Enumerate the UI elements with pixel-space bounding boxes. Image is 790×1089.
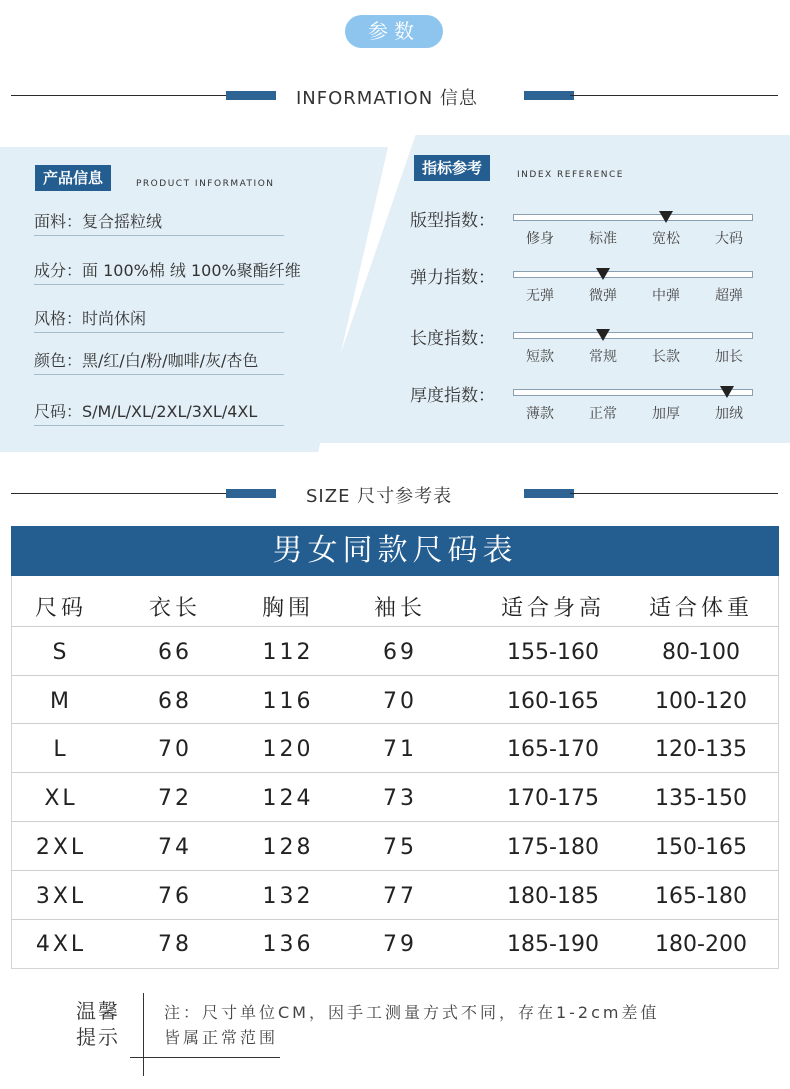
product-info-subtitle: PRODUCT INFORMATION: [136, 179, 275, 189]
table-cell: 132: [262, 883, 314, 909]
table-cell: 68: [158, 688, 192, 714]
divider-bar: [524, 489, 574, 498]
index-pointer-icon: [596, 268, 610, 280]
table-cell: 66: [158, 640, 192, 665]
table-cell: 70: [158, 737, 192, 763]
note-text: [164, 1000, 764, 1050]
table-cell: 135-150: [655, 786, 747, 812]
table-cell: 71: [383, 737, 417, 763]
index-tick-label: 短款: [526, 349, 554, 365]
table-cell: 165-180: [655, 883, 747, 909]
index-tick-label: 长款: [652, 349, 680, 365]
table-row-divider: [11, 870, 779, 871]
index-tick-label: 加绒: [715, 406, 743, 422]
table-cell: 175-180: [507, 834, 599, 860]
index-pointer-icon: [596, 329, 610, 341]
divider-line: [570, 493, 778, 494]
table-cell: 180-185: [507, 883, 599, 909]
table-cell: 170-175: [507, 786, 599, 812]
table-row-divider: [11, 821, 779, 822]
index-tick-label: 修身: [526, 231, 554, 247]
table-cell: 77: [383, 883, 417, 909]
index-track: [513, 214, 753, 221]
table-cell: 100-120: [655, 688, 747, 714]
table-cell: 79: [383, 932, 417, 958]
table-cell: 185-190: [507, 932, 599, 958]
index-pointer-icon: [659, 211, 673, 223]
divider-bar: [524, 91, 574, 100]
table-cell: 120: [262, 737, 314, 763]
table-cell: 165-170: [507, 737, 599, 763]
index-track: [513, 271, 753, 278]
table-cell: 75: [383, 834, 417, 860]
table-cell: L: [53, 737, 69, 763]
note-title-line1: 温馨: [76, 999, 120, 1023]
table-cell: 76: [158, 883, 192, 909]
table-cell: 73: [383, 786, 417, 812]
table-cell: 128: [262, 834, 314, 860]
size-title: SIZE 尺寸参考表: [306, 486, 453, 507]
product-info-row: 成分：面 100%棉 绒 100%聚酯纤维: [34, 261, 301, 280]
index-tick-label: 加长: [715, 349, 743, 365]
index-pointer-icon: [720, 386, 734, 398]
table-cell: XL: [44, 786, 78, 812]
note-title: [68, 998, 128, 1050]
table-cell: 69: [383, 640, 417, 665]
index-label: 弹力指数：: [410, 268, 495, 288]
divider-bar: [226, 91, 276, 100]
index-tick-label: 加厚: [652, 406, 680, 422]
table-cell: 160-165: [507, 688, 599, 714]
table-cell: M: [50, 688, 72, 714]
index-tick-label: 大码: [715, 231, 743, 247]
table-cell: 74: [158, 834, 192, 860]
size-table-title: 男女同款尺码表: [11, 526, 779, 576]
index-label: 厚度指数：: [410, 386, 495, 406]
index-reference-tag: 指标参考: [414, 155, 490, 181]
table-header-cell: 适合身高: [500, 596, 605, 621]
table-cell: 2XL: [35, 834, 87, 860]
index-tick-label: 标准: [589, 231, 617, 247]
index-tick-label: 无弹: [526, 288, 554, 304]
product-info-row: 面料：复合摇粒绒: [34, 212, 163, 231]
note-divider-vertical: [143, 993, 144, 1076]
table-cell: 136: [262, 932, 314, 958]
index-tick-label: 薄款: [526, 406, 554, 422]
index-tick-label: 微弹: [589, 288, 617, 304]
table-cell: S: [52, 640, 70, 665]
table-row-divider: [11, 772, 779, 773]
table-cell: 120-135: [655, 737, 747, 763]
index-label: 长度指数：: [410, 329, 495, 349]
divider-bar: [226, 489, 276, 498]
table-cell: 72: [158, 786, 192, 812]
divider-line: [11, 95, 231, 96]
index-tick-label: 宽松: [652, 231, 680, 247]
index-tick-label: 中弹: [652, 288, 680, 304]
table-row-divider: [11, 626, 779, 627]
product-info-row-line: [34, 235, 284, 236]
product-info-row: 风格：时尚休闲: [34, 309, 147, 328]
table-header-cell: 尺码: [34, 596, 87, 621]
table-cell: 150-165: [655, 834, 747, 860]
table-cell: 155-160: [507, 640, 599, 665]
table-header-cell: 适合体重: [648, 596, 753, 621]
table-cell: 112: [262, 640, 314, 665]
index-tick-label: 常规: [589, 349, 617, 365]
table-row-divider: [11, 919, 779, 920]
table-header-cell: 袖长: [373, 596, 426, 621]
table-cell: 4XL: [35, 932, 87, 958]
product-info-row-line: [34, 332, 284, 333]
index-label: 版型指数：: [410, 211, 495, 231]
section-pill: 参数: [345, 15, 443, 48]
product-info-row: 尺码：S/M/L/XL/2XL/3XL/4XL: [34, 402, 258, 421]
divider-line: [570, 95, 778, 96]
product-info-row-line: [34, 284, 284, 285]
table-row-divider: [11, 723, 779, 724]
table-row-divider: [11, 675, 779, 676]
table-cell: 124: [262, 786, 314, 812]
product-info-row-line: [34, 374, 284, 375]
table-cell: 180-200: [655, 932, 747, 958]
divider-line: [11, 493, 231, 494]
index-tick-label: 正常: [589, 406, 617, 422]
table-cell: 3XL: [35, 883, 87, 909]
information-title: INFORMATION 信息: [296, 88, 478, 109]
note-line1: 注：尺寸单位CM，因手工测量方式不同，存在1-2cm差值: [164, 1003, 660, 1022]
table-cell: 78: [158, 932, 192, 958]
index-reference-subtitle: INDEX REFERENCE: [517, 170, 624, 180]
index-track: [513, 332, 753, 339]
product-info-row-line: [34, 425, 284, 426]
note-line2: 皆属正常范围: [164, 1028, 279, 1047]
table-cell: 80-100: [662, 640, 740, 665]
index-track: [513, 389, 753, 396]
table-header-cell: 胸围: [261, 596, 314, 621]
product-info-row: 颜色：黑/红/白/粉/咖啡/灰/杏色: [34, 351, 259, 370]
product-info-tag: 产品信息: [35, 165, 111, 191]
table-cell: 116: [262, 688, 314, 714]
note-divider-horizontal: [130, 1057, 280, 1058]
note-title-line2: 提示: [76, 1025, 120, 1049]
table-cell: 70: [383, 688, 417, 714]
table-header-cell: 衣长: [148, 596, 201, 621]
index-tick-label: 超弹: [715, 288, 743, 304]
